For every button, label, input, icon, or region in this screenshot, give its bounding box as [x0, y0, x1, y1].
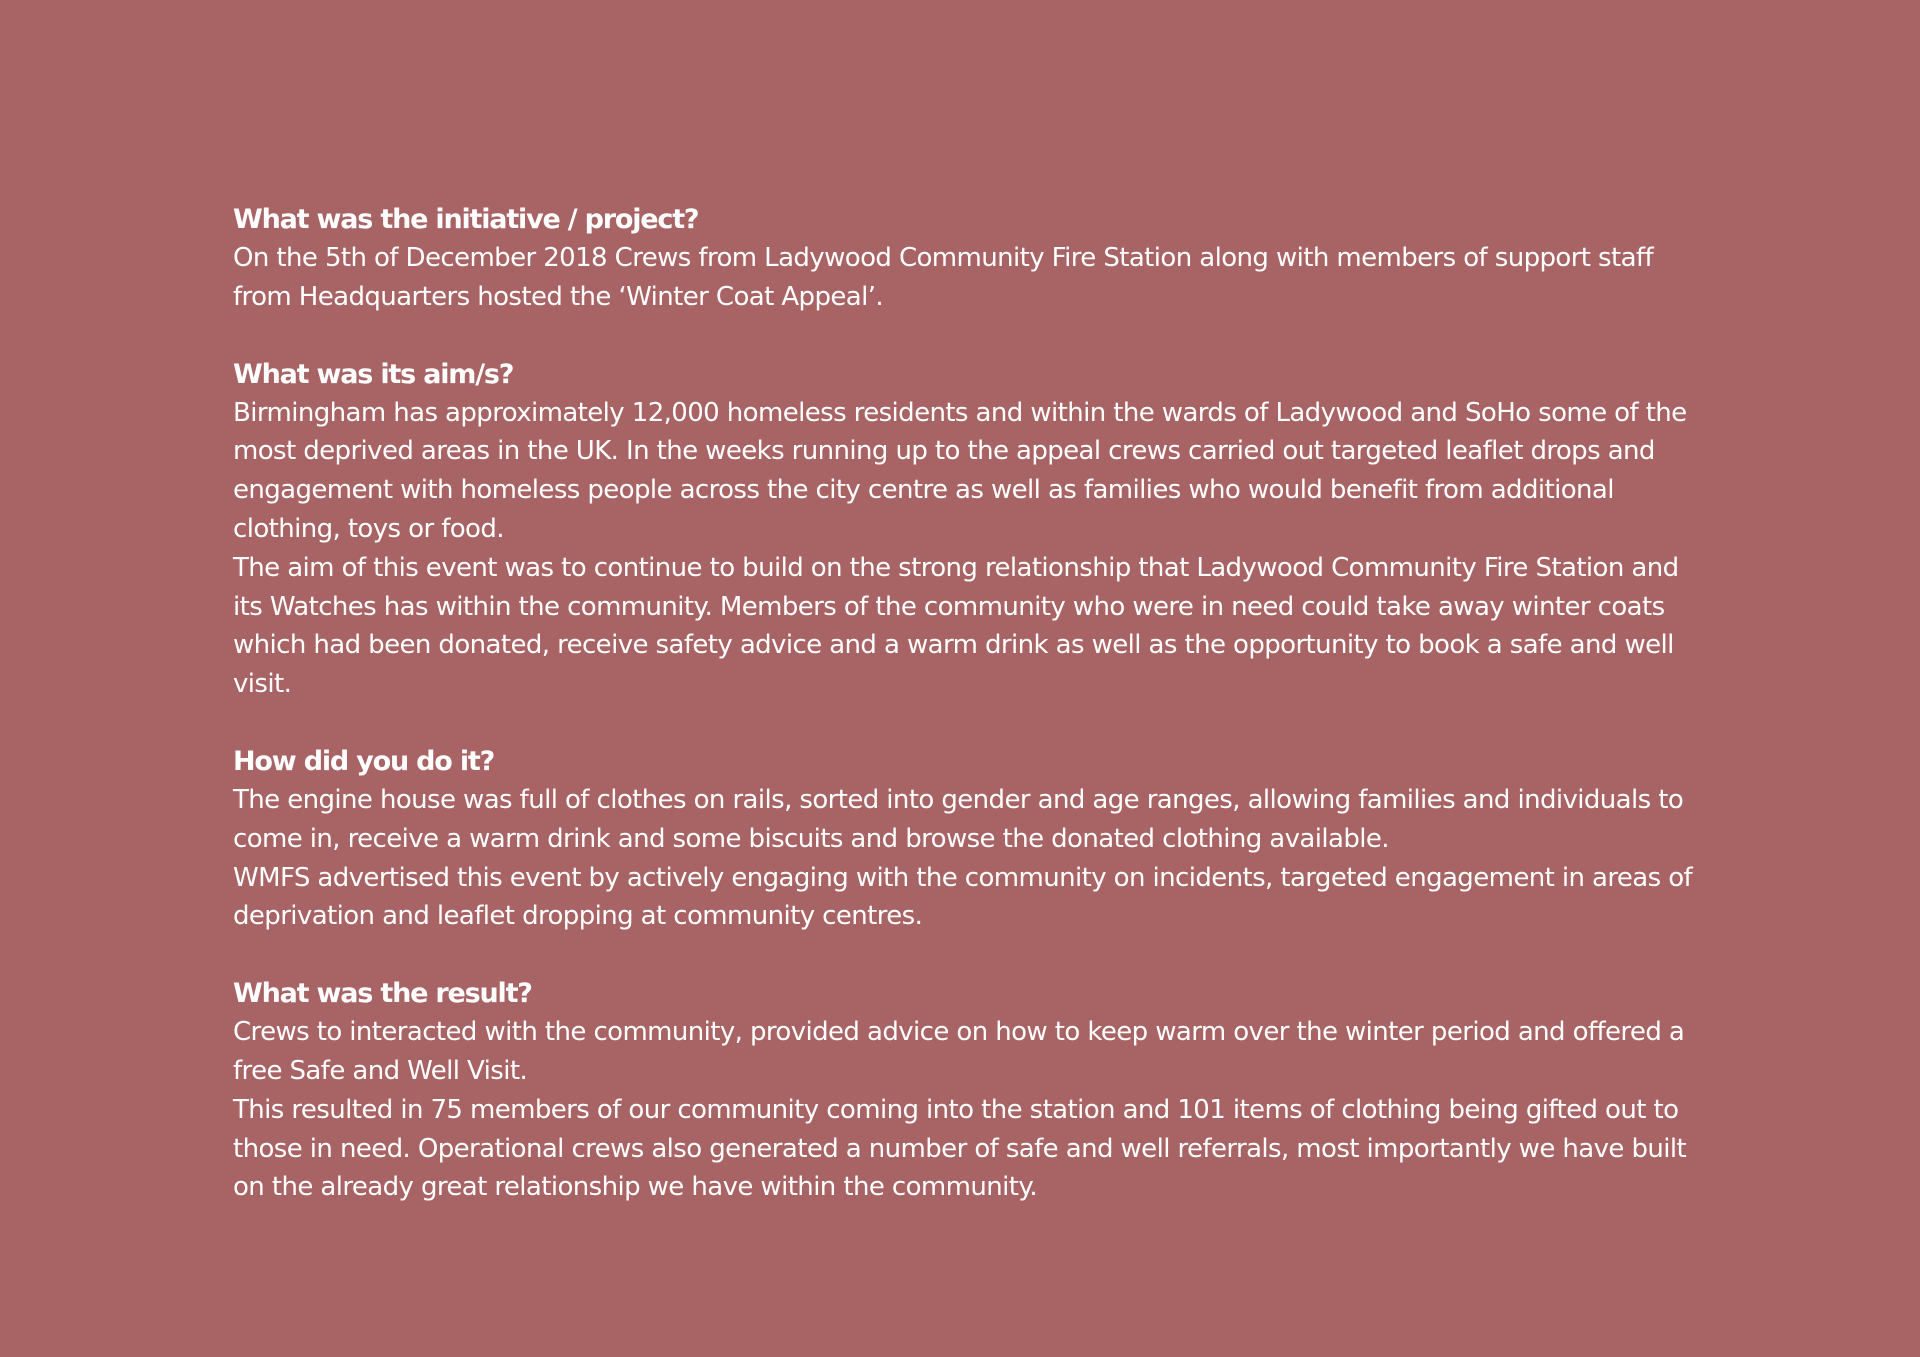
section-heading: What was the result? — [233, 978, 532, 1010]
section-paragraph: This resulted in 75 members of our community coming into the station and 101 items of clothing being gifted out to those in need. Operational crews also generated a number of safe and well referrals, most importantly we have built on the already great relationship we have within the community. — [233, 1094, 1687, 1203]
section-paragraph: Birmingham has approximately 12,000 homeless residents and within the wards of Ladywood and SoHo some of the most deprived areas in the UK. In the weeks running up to the appeal crews carried out targeted leaflet drops and engagement with homeless people across the city centre as well as families who would benefit from additional clothing, toys or food. — [233, 397, 1687, 544]
section-paragraph: On the 5th of December 2018 Crews from Ladywood Community Fire Station along with members of support staff from Headquarters hosted the ‘Winter Coat Appeal’. — [233, 243, 1654, 312]
section-paragraph: The aim of this event was to continue to build on the strong relationship that Ladywood Community Fire Station and its Watches has within the community. Members of the community who were in need could take away winter coats which had been donated, receive safety advice and a warm drink as well as the opportunity to book a safe and well visit. — [233, 552, 1679, 700]
section-method — [233, 742, 1713, 936]
section-paragraph: WMFS advertised this event by actively engaging with the community on incidents, targeted engagement in areas of deprivation and leaflet dropping at community centres. — [233, 862, 1693, 932]
section-heading: How did you do it? — [233, 745, 495, 777]
section-paragraph: Crews to interacted with the community, provided advice on how to keep warm over the winter period and offered a free Safe and Well Visit. — [233, 1017, 1685, 1086]
section-heading: What was its aim/s? — [233, 358, 514, 390]
section-result — [233, 974, 1713, 1207]
section-initiative — [233, 200, 1713, 317]
section-aims — [233, 355, 1713, 704]
document-body — [233, 200, 1713, 1245]
section-paragraph: The engine house was full of clothes on rails, sorted into gender and age ranges, allowing families and individuals to come in, receive a warm drink and some biscuits and browse the donated clothing available. — [233, 784, 1684, 854]
section-heading: What was the initiative / project? — [233, 204, 699, 235]
